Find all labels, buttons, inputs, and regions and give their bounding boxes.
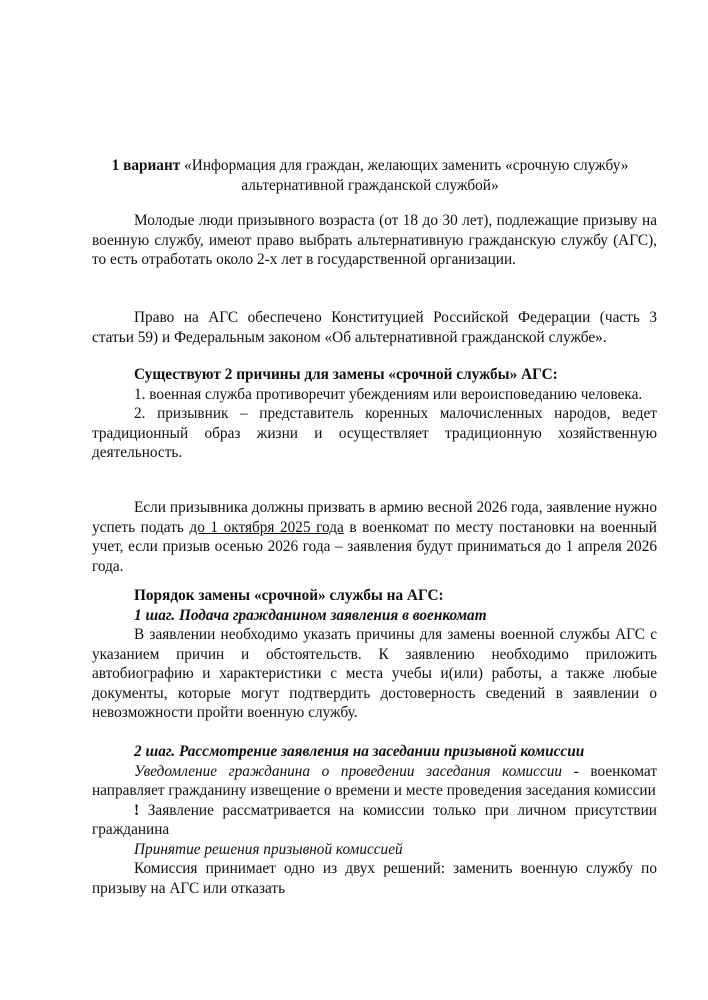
procedure-section — [92, 586, 657, 723]
step1-text: В заявлении необходимо указать причины для замены военной службы АГС с указанием причин и обстоятельств. К заявлению необходимо приложить автобиографию и характеристики с места учебы и(или) работы, а также любые документы, которые могут подтвердить достоверность сведений в заявлении о невозможности пройти военную службу. — [92, 626, 657, 721]
procedure-heading: Порядок замены «срочной» службы на АГС: — [134, 587, 444, 604]
title-text: «Информация для граждан, желающих заменить «срочную службу» альтернативной гражданской службой» — [184, 157, 629, 194]
law-paragraph — [92, 308, 657, 347]
deadline-after: в военкомат по месту постановки на военный учет, если призыв осенью 2026 года – заявления будут приниматься до 1 апреля 2026 года. — [92, 518, 657, 575]
step1-title: 1 шаг. Подача гражданином заявления в военкомат — [134, 606, 487, 624]
variant-label: 1 вариант — [111, 157, 181, 174]
deadline-paragraph — [92, 498, 657, 576]
reasons-heading: Существуют 2 причины для замены «срочной службы» АГС: — [134, 366, 558, 383]
deadline-text — [92, 498, 657, 576]
reason-item-1: 1. военная служба противоречит убеждениям или вероисповеданию человека. — [134, 385, 643, 403]
deadline-before: Если призывника должны призвать в армию весной 2026 года, заявление нужно успеть подать — [92, 499, 657, 536]
notice-text: - военкомат направляет гражданину извещение о времени и месте проведения заседания комиссии — [92, 762, 658, 799]
deadline-date: до 1 октября 2025 года — [189, 518, 344, 536]
document-title — [100, 156, 640, 195]
reason-item-2: 2. призывник – представитель коренных малочисленных народов, ведет традиционный образ жизни и осуществляет традиционную хозяйственную деятельность. — [92, 405, 657, 461]
reasons-section — [92, 365, 657, 463]
presence-note — [92, 801, 657, 840]
decision-label: Принятие решения призывной комиссией — [134, 840, 403, 858]
notice-paragraph — [92, 762, 657, 801]
presence-text: Заявление рассматривается на комиссии только при личном присутствии гражданина — [92, 801, 657, 838]
step2-section — [92, 742, 657, 898]
notice-label: Уведомление гражданина о проведении заседания комиссии — [134, 762, 563, 780]
paragraph-text: Право на АГС обеспечено Конституцией Российской Федерации (часть 3 статьи 59) и Федеральным законом «Об альтернативной гражданской службе». — [92, 309, 657, 346]
decision-text: Комиссия принимает одно из двух решений: заменить военную службу по призыву на АГС или отказать — [92, 860, 657, 897]
exclamation-mark: ! — [134, 801, 140, 819]
step2-title: 2 шаг. Рассмотрение заявления на заседании призывной комиссии — [134, 743, 585, 760]
intro-paragraph — [92, 211, 657, 270]
paragraph-text: Молодые люди призывного возраста (от 18 до 30 лет), подлежащие призыву на военную службу, имеют право выбрать альтернативную гражданскую службу (АГС), то есть отработать около 2-х лет в государственной организации. — [92, 212, 657, 268]
